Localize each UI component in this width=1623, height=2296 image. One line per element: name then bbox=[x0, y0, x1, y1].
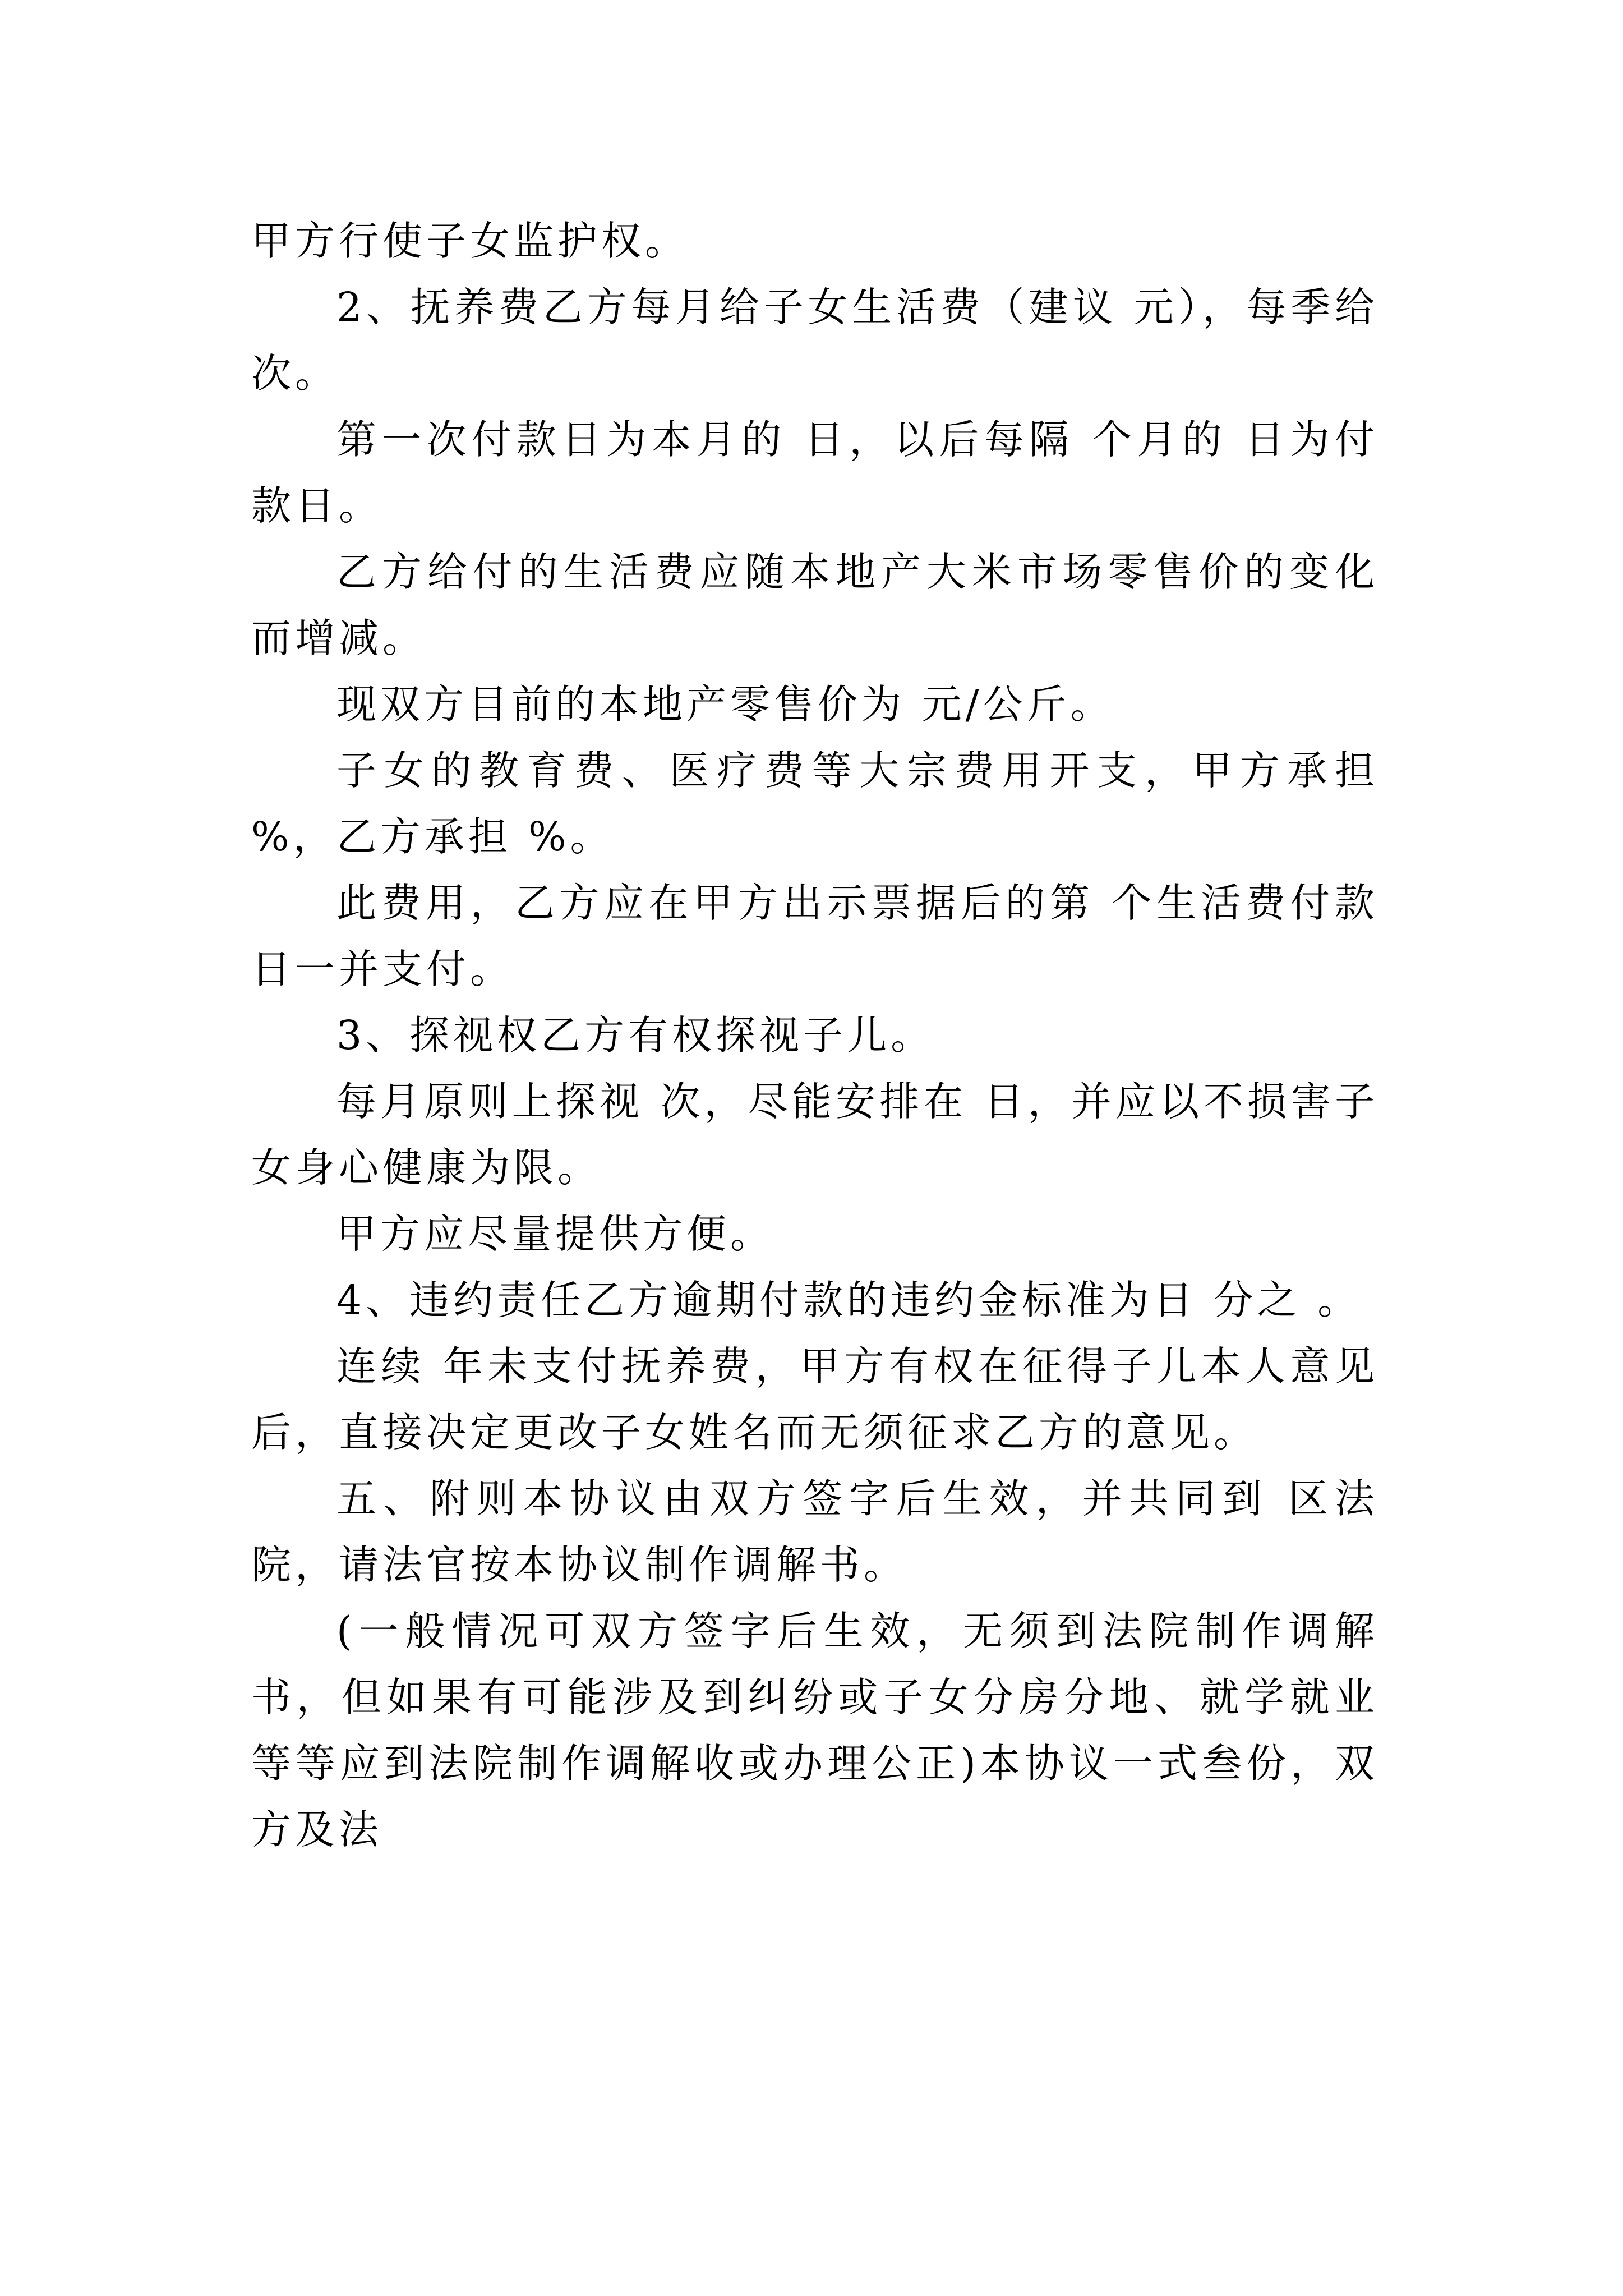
paragraph-visitation-right: 3、探视权乙方有权探视子儿。 bbox=[336, 1012, 935, 1059]
paragraph-support-fee: 2、抚养费乙方每月给子女生活费（建议 元），每季给 次。 bbox=[251, 284, 1378, 397]
paragraph-guardianship: 甲方行使子女监护权。 bbox=[251, 218, 689, 264]
paragraph-convenience: 甲方应尽量提供方便。 bbox=[336, 1211, 774, 1257]
paragraph-notes: (一般情况可双方签字后生效，无须到法院制作调解书，但如果有可能涉及到纠纷或子女分房分地、就学就业等等应到法院制作调解收或办理公正)本协议一式叁份，双方及法 bbox=[251, 1608, 1378, 1853]
paragraph-breach-liability: 4、违约责任乙方逾期付款的违约金标准为日 分之 。 bbox=[336, 1277, 1362, 1323]
paragraph-payment-date: 第一次付款日为本月的 日，以后每隔 个月的 日为付款日。 bbox=[251, 416, 1378, 529]
paragraph-name-change: 连续 年未支付抚养费，甲方有权在征得子儿本人意见后，直接决定更改子女姓名而无须征求乙方的意见。 bbox=[251, 1343, 1378, 1456]
paragraph-rice-price-adjustment: 乙方给付的生活费应随本地产大米市场零售价的变化而增减。 bbox=[251, 549, 1378, 661]
paragraph-current-price: 现双方目前的本地产零售价为 元/公斤。 bbox=[336, 681, 1114, 728]
paragraph-supplementary-terms: 五、附则本协议由双方签字后生效，并共同到 区法院，请法官按本协议制作调解书。 bbox=[251, 1475, 1378, 1588]
paragraph-expense-payment: 此费用，乙方应在甲方出示票据后的第 个生活费付款日一并支付。 bbox=[251, 880, 1378, 992]
paragraph-expense-split: 子女的教育费、医疗费等大宗费用开支，甲方承担 %，乙方承担 %。 bbox=[251, 747, 1378, 860]
paragraph-visitation-frequency: 每月原则上探视 次，尽能安排在 日，并应以不损害子女身心健康为限。 bbox=[251, 1078, 1378, 1191]
document-body bbox=[251, 208, 1378, 1863]
